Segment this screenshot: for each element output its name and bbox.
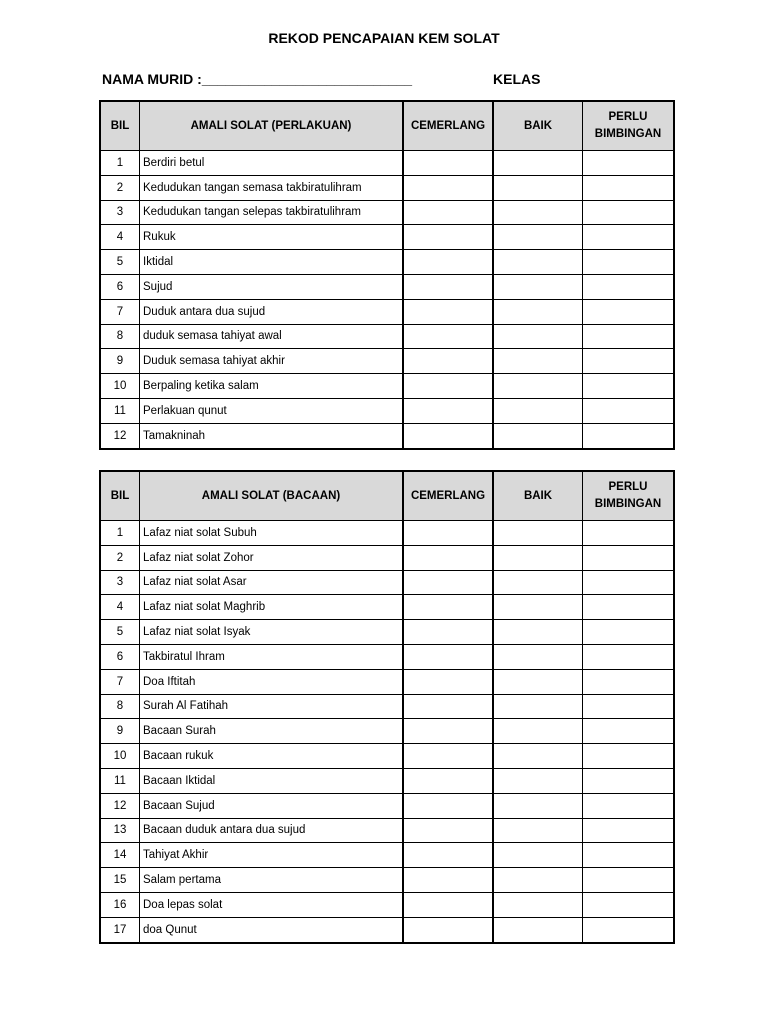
baik-cell[interactable] xyxy=(493,423,583,448)
perlu-bimbingan-cell[interactable] xyxy=(583,595,675,620)
row-item: Bacaan Iktidal xyxy=(140,768,404,793)
baik-cell[interactable] xyxy=(493,398,583,423)
perlu-bimbingan-cell[interactable] xyxy=(583,398,675,423)
header-cemerlang: CEMERLANG xyxy=(403,101,493,151)
cemerlang-cell[interactable] xyxy=(403,744,493,769)
row-number: 3 xyxy=(100,200,140,225)
table-row xyxy=(100,694,674,719)
row-item: Lafaz niat solat Maghrib xyxy=(140,595,404,620)
row-item: Bacaan Sujud xyxy=(140,793,404,818)
row-item: Salam pertama xyxy=(140,868,404,893)
row-number: 7 xyxy=(100,299,140,324)
table-row xyxy=(100,250,674,275)
row-number: 15 xyxy=(100,868,140,893)
student-name-line xyxy=(102,71,412,87)
cemerlang-cell[interactable] xyxy=(403,225,493,250)
cemerlang-cell[interactable] xyxy=(403,521,493,546)
table-header-row xyxy=(100,471,674,521)
cemerlang-cell[interactable] xyxy=(403,818,493,843)
cemerlang-cell[interactable] xyxy=(403,917,493,942)
baik-cell[interactable] xyxy=(493,917,583,942)
row-number: 10 xyxy=(100,374,140,399)
table-row xyxy=(100,398,674,423)
header-item: AMALI SOLAT (PERLAKUAN) xyxy=(140,101,404,151)
row-number: 6 xyxy=(100,274,140,299)
perlu-bimbingan-cell[interactable] xyxy=(583,892,675,917)
table-row xyxy=(100,669,674,694)
baik-cell[interactable] xyxy=(493,669,583,694)
perlu-bimbingan-cell[interactable] xyxy=(583,644,675,669)
table-row xyxy=(100,768,674,793)
row-item: Kedudukan tangan selepas takbiratulihram xyxy=(140,200,404,225)
baik-cell[interactable] xyxy=(493,719,583,744)
cemerlang-cell[interactable] xyxy=(403,545,493,570)
baik-cell[interactable] xyxy=(493,620,583,645)
cemerlang-cell[interactable] xyxy=(403,398,493,423)
row-item: Duduk semasa tahiyat akhir xyxy=(140,349,404,374)
perlu-bimbingan-cell[interactable] xyxy=(583,299,675,324)
table-row xyxy=(100,545,674,570)
cemerlang-cell[interactable] xyxy=(403,324,493,349)
perlu-bimbingan-cell[interactable] xyxy=(583,200,675,225)
perlu-bimbingan-cell[interactable] xyxy=(583,669,675,694)
row-item: Lafaz niat solat Zohor xyxy=(140,545,404,570)
perlu-bimbingan-cell[interactable] xyxy=(583,744,675,769)
row-item: Takbiratul Ihram xyxy=(140,644,404,669)
row-item: Duduk antara dua sujud xyxy=(140,299,404,324)
header-perlu: PERLU xyxy=(608,481,648,493)
baik-cell[interactable] xyxy=(493,570,583,595)
table-row xyxy=(100,175,674,200)
perlu-bimbingan-cell[interactable] xyxy=(583,151,675,176)
cemerlang-cell[interactable] xyxy=(403,151,493,176)
table-row xyxy=(100,570,674,595)
baik-cell[interactable] xyxy=(493,694,583,719)
table-row xyxy=(100,595,674,620)
row-item: Lafaz niat solat Subuh xyxy=(140,521,404,546)
table-row xyxy=(100,299,674,324)
perlu-bimbingan-cell[interactable] xyxy=(583,349,675,374)
cemerlang-cell[interactable] xyxy=(403,349,493,374)
cemerlang-cell[interactable] xyxy=(403,892,493,917)
baik-cell[interactable] xyxy=(493,521,583,546)
header-baik: BAIK xyxy=(493,101,583,151)
baik-cell[interactable] xyxy=(493,868,583,893)
row-item: Iktidal xyxy=(140,250,404,275)
row-item: Sujud xyxy=(140,274,404,299)
table-row xyxy=(100,274,674,299)
row-item: Rukuk xyxy=(140,225,404,250)
row-item: Doa Iftitah xyxy=(140,669,404,694)
row-number: 10 xyxy=(100,744,140,769)
row-item: doa Qunut xyxy=(140,917,404,942)
perlu-bimbingan-cell[interactable] xyxy=(583,917,675,942)
cemerlang-cell[interactable] xyxy=(403,423,493,448)
cemerlang-cell[interactable] xyxy=(403,644,493,669)
table-row xyxy=(100,868,674,893)
header-bimbingan: BIMBINGAN xyxy=(594,128,662,140)
table-row xyxy=(100,793,674,818)
row-number: 8 xyxy=(100,694,140,719)
perlu-bimbingan-cell[interactable] xyxy=(583,225,675,250)
row-number: 8 xyxy=(100,324,140,349)
table-row xyxy=(100,917,674,942)
row-item: Berpaling ketika salam xyxy=(140,374,404,399)
cemerlang-cell[interactable] xyxy=(403,768,493,793)
cemerlang-cell[interactable] xyxy=(403,694,493,719)
baik-cell[interactable] xyxy=(493,644,583,669)
row-item: Berdiri betul xyxy=(140,151,404,176)
table-row xyxy=(100,620,674,645)
header-perlu: PERLU xyxy=(608,111,648,123)
table-row xyxy=(100,892,674,917)
perlu-bimbingan-cell[interactable] xyxy=(583,570,675,595)
table-row xyxy=(100,644,674,669)
row-number: 13 xyxy=(100,818,140,843)
header-baik: BAIK xyxy=(493,471,583,521)
table-row xyxy=(100,324,674,349)
row-item: Lafaz niat solat Isyak xyxy=(140,620,404,645)
table-row xyxy=(100,521,674,546)
baik-cell[interactable] xyxy=(493,274,583,299)
student-name-label: NAMA MURID : xyxy=(102,71,202,87)
row-item: Perlakuan qunut xyxy=(140,398,404,423)
row-item: Bacaan duduk antara dua sujud xyxy=(140,818,404,843)
cemerlang-cell[interactable] xyxy=(403,374,493,399)
baik-cell[interactable] xyxy=(493,818,583,843)
baik-cell[interactable] xyxy=(493,175,583,200)
header-bil: BIL xyxy=(100,101,140,151)
cemerlang-cell[interactable] xyxy=(403,719,493,744)
table-body xyxy=(100,521,674,943)
baik-cell[interactable] xyxy=(493,299,583,324)
cemerlang-cell[interactable] xyxy=(403,175,493,200)
cemerlang-cell[interactable] xyxy=(403,299,493,324)
perlu-bimbingan-cell[interactable] xyxy=(583,521,675,546)
perlu-bimbingan-cell[interactable] xyxy=(583,620,675,645)
cemerlang-cell[interactable] xyxy=(403,843,493,868)
baik-cell[interactable] xyxy=(493,200,583,225)
header-perlu-bimbingan xyxy=(583,101,675,151)
table-row xyxy=(100,744,674,769)
row-item: duduk semasa tahiyat awal xyxy=(140,324,404,349)
row-number: 16 xyxy=(100,892,140,917)
row-number: 9 xyxy=(100,349,140,374)
baik-cell[interactable] xyxy=(493,225,583,250)
header-perlu-bimbingan xyxy=(583,471,675,521)
baik-cell[interactable] xyxy=(493,545,583,570)
row-item: Doa lepas solat xyxy=(140,892,404,917)
baik-cell[interactable] xyxy=(493,324,583,349)
perlu-bimbingan-cell[interactable] xyxy=(583,545,675,570)
baik-cell[interactable] xyxy=(493,768,583,793)
row-number: 5 xyxy=(100,620,140,645)
student-name-blank[interactable]: ___________________________ xyxy=(201,71,413,87)
cemerlang-cell[interactable] xyxy=(403,570,493,595)
cemerlang-cell[interactable] xyxy=(403,200,493,225)
perlu-bimbingan-cell[interactable] xyxy=(583,374,675,399)
row-number: 11 xyxy=(100,398,140,423)
row-number: 17 xyxy=(100,917,140,942)
table-row xyxy=(100,225,674,250)
row-item: Bacaan Surah xyxy=(140,719,404,744)
perlu-bimbingan-cell[interactable] xyxy=(583,175,675,200)
cemerlang-cell[interactable] xyxy=(403,250,493,275)
table-row xyxy=(100,349,674,374)
row-number: 5 xyxy=(100,250,140,275)
table-row xyxy=(100,818,674,843)
row-item: Tamakninah xyxy=(140,423,404,448)
baik-cell[interactable] xyxy=(493,843,583,868)
perlakuan-table xyxy=(99,100,675,450)
cemerlang-cell[interactable] xyxy=(403,793,493,818)
row-number: 9 xyxy=(100,719,140,744)
perlu-bimbingan-cell[interactable] xyxy=(583,793,675,818)
baik-cell[interactable] xyxy=(493,151,583,176)
cemerlang-cell[interactable] xyxy=(403,274,493,299)
table-row xyxy=(100,374,674,399)
cemerlang-cell[interactable] xyxy=(403,868,493,893)
perlu-bimbingan-cell[interactable] xyxy=(583,324,675,349)
row-item: Lafaz niat solat Asar xyxy=(140,570,404,595)
perlu-bimbingan-cell[interactable] xyxy=(583,423,675,448)
baik-cell[interactable] xyxy=(493,374,583,399)
table-row xyxy=(100,423,674,448)
row-number: 14 xyxy=(100,843,140,868)
table-row xyxy=(100,843,674,868)
row-number: 7 xyxy=(100,669,140,694)
row-number: 6 xyxy=(100,644,140,669)
baik-cell[interactable] xyxy=(493,793,583,818)
row-number: 11 xyxy=(100,768,140,793)
baik-cell[interactable] xyxy=(493,744,583,769)
row-number: 12 xyxy=(100,793,140,818)
perlu-bimbingan-cell[interactable] xyxy=(583,719,675,744)
row-number: 2 xyxy=(100,175,140,200)
table-header-row xyxy=(100,101,674,151)
header-bimbingan: BIMBINGAN xyxy=(594,498,662,510)
perlu-bimbingan-cell[interactable] xyxy=(583,274,675,299)
class-label: KELAS xyxy=(493,71,541,87)
perlu-bimbingan-cell[interactable] xyxy=(583,818,675,843)
perlu-bimbingan-cell[interactable] xyxy=(583,250,675,275)
header-item: AMALI SOLAT (BACAAN) xyxy=(140,471,404,521)
row-item: Tahiyat Akhir xyxy=(140,843,404,868)
table-row xyxy=(100,200,674,225)
perlu-bimbingan-cell[interactable] xyxy=(583,694,675,719)
cemerlang-cell[interactable] xyxy=(403,620,493,645)
perlu-bimbingan-cell[interactable] xyxy=(583,768,675,793)
header-bil: BIL xyxy=(100,471,140,521)
header-cemerlang: CEMERLANG xyxy=(403,471,493,521)
table-row xyxy=(100,719,674,744)
row-item: Bacaan rukuk xyxy=(140,744,404,769)
row-number: 4 xyxy=(100,595,140,620)
baik-cell[interactable] xyxy=(493,595,583,620)
baik-cell[interactable] xyxy=(493,349,583,374)
page-title: REKOD PENCAPAIAN KEM SOLAT xyxy=(268,30,500,46)
row-number: 12 xyxy=(100,423,140,448)
perlu-bimbingan-cell[interactable] xyxy=(583,843,675,868)
cemerlang-cell[interactable] xyxy=(403,595,493,620)
row-item: Kedudukan tangan semasa takbiratulihram xyxy=(140,175,404,200)
baik-cell[interactable] xyxy=(493,892,583,917)
row-number: 4 xyxy=(100,225,140,250)
bacaan-table xyxy=(99,470,675,944)
perlu-bimbingan-cell[interactable] xyxy=(583,868,675,893)
row-item: Surah Al Fatihah xyxy=(140,694,404,719)
baik-cell[interactable] xyxy=(493,250,583,275)
row-number: 3 xyxy=(100,570,140,595)
cemerlang-cell[interactable] xyxy=(403,669,493,694)
row-number: 2 xyxy=(100,545,140,570)
table-body xyxy=(100,151,674,449)
row-number: 1 xyxy=(100,151,140,176)
row-number: 1 xyxy=(100,521,140,546)
table-row xyxy=(100,151,674,176)
